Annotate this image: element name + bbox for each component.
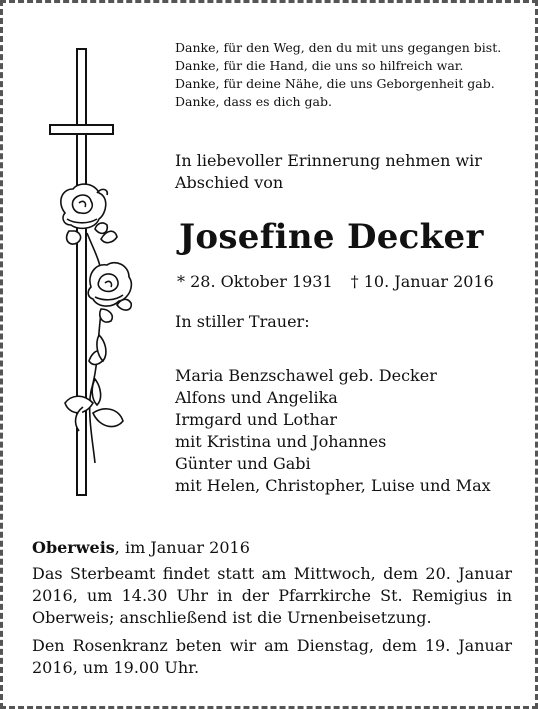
place-town: Oberweis xyxy=(32,538,115,557)
intro-line: Abschied von xyxy=(175,173,284,192)
mourners-list xyxy=(175,365,525,497)
mourner-line: Günter und Gabi xyxy=(175,454,311,473)
mourner-line: Alfons und Angelika xyxy=(175,388,338,407)
mourner-line: Irmgard und Lothar xyxy=(175,410,338,429)
funeral-mass-notice: Das Sterbeamt findet statt am Mittwoch, dem 20. Januar 2016, um 14.30 Uhr in der Pfarrkirche St. Remigius in Oberweis; anschließend ist die Urnenbeisetzung. xyxy=(32,564,512,627)
intro-text xyxy=(175,150,525,194)
mourner-line: mit Kristina und Johannes xyxy=(175,432,387,451)
poem xyxy=(175,39,525,111)
birth-date: * 28. Oktober 1931 xyxy=(177,272,333,291)
funeral-details xyxy=(32,537,512,685)
place-date: , im Januar 2016 xyxy=(114,538,250,557)
intro-line: In liebevoller Erinnerung nehmen wir xyxy=(175,151,482,170)
place-date-line xyxy=(32,537,512,559)
mourner-line: Maria Benzschawel geb. Decker xyxy=(175,366,437,385)
rose-leaves xyxy=(65,231,123,431)
poem-line: Danke, für die Hand, die uns so hilfreich war. xyxy=(175,58,464,73)
poem-line: Danke, für deine Nähe, die uns Geborgenheit gab. xyxy=(175,76,495,91)
mourning-heading: In stiller Trauer: xyxy=(175,312,310,331)
mourner-line: mit Helen, Christopher, Luise und Max xyxy=(175,476,491,495)
life-dates xyxy=(177,271,527,293)
poem-line: Danke, dass es dich gab. xyxy=(175,94,332,109)
cross-with-roses-icon xyxy=(43,43,143,503)
death-date: † 10. Januar 2016 xyxy=(350,272,494,291)
poem-line: Danke, für den Weg, den du mit uns gegangen bist. xyxy=(175,40,502,55)
lower-rose xyxy=(88,263,131,322)
rosary-notice: Den Rosenkranz beten wir am Dienstag, dem 19. Januar 2016, um 19.00 Uhr. xyxy=(32,636,512,677)
deceased-name: Josefine Decker xyxy=(179,217,484,257)
